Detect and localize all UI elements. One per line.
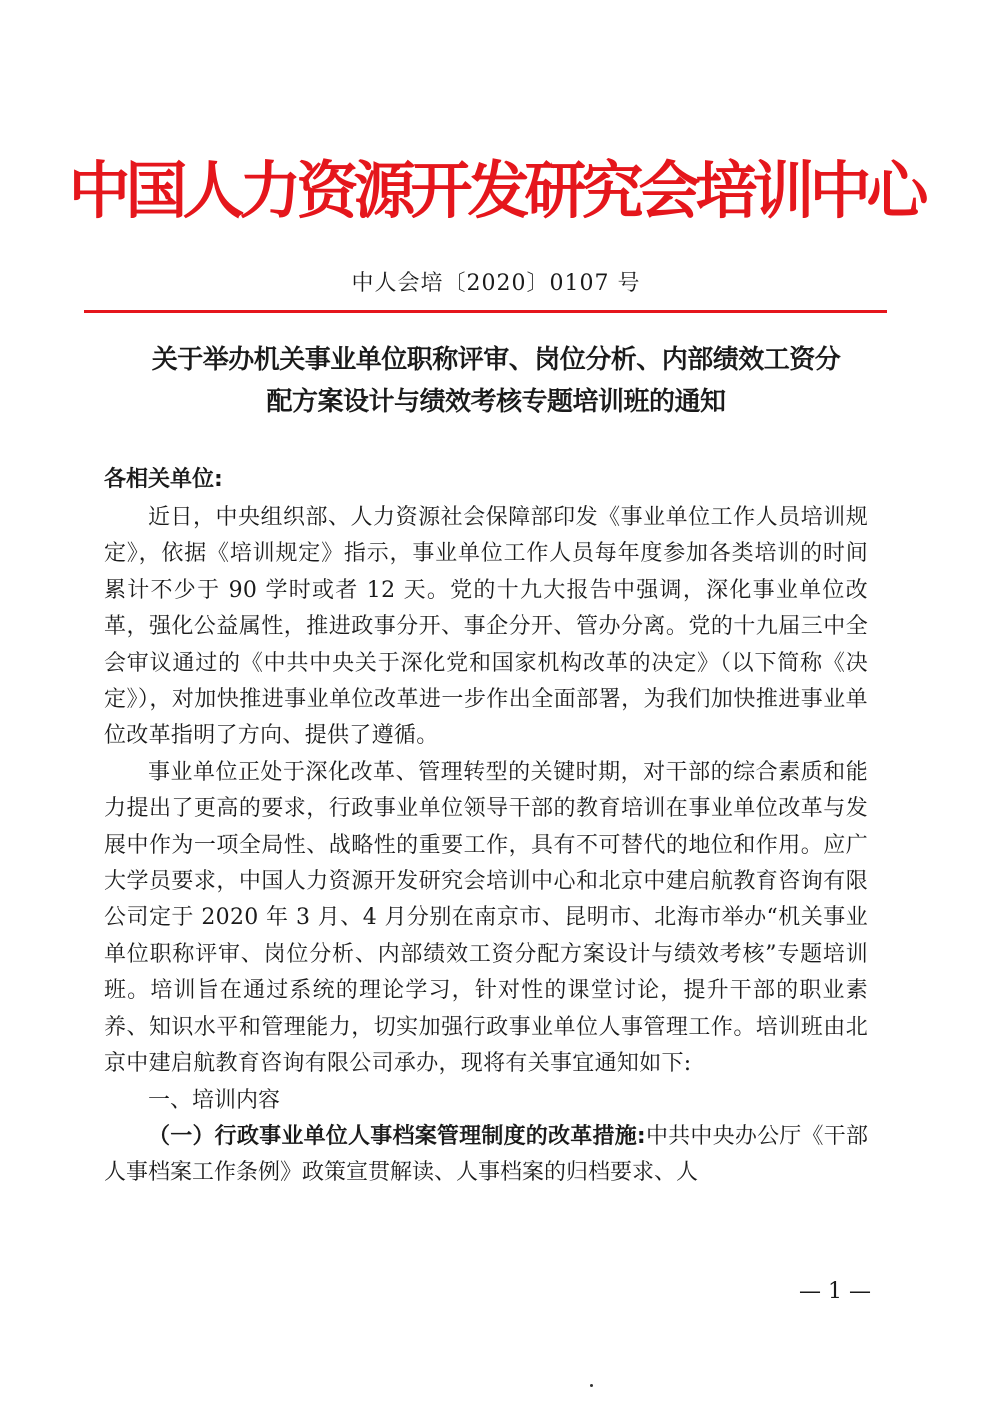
salutation: 各相关单位: [104,467,223,492]
notice-title-line-2: 配方案设计与绩效考核专题培训班的通知 [266,387,726,417]
body-text [104,500,868,1192]
notice-title-line-1: 关于举办机关事业单位职称评审、岗位分析、内部绩效工资分 [151,345,841,375]
body-paragraph: 事业单位正处于深化改革、管理转型的关键时期，对干部的综合素质和能力提出了更高的要求，行政事业单位领导干部的教育培训在事业单位改革与发展中作为一项全局性、战略性的重要工作，具有不可替代的地位和作用。应广大学员要求，中国人力资源开发研究会培训中心和北京中建启航教育咨询有限公司定于 2020 年 3 月、4 月分别在南京市、昆明市、北海市举办“机关事业单位职称评审、岗位分析、内部绩效工资分配方案设计与绩效考核”专题培训班。培训旨在通过系统的理论学习，针对性的课堂讨论，提升干部的职业素养、知识水平和管理能力，切实加强行政事业单位人事管理工作。培训班由北京中建启航教育咨询有限公司承办，现将有关事宜通知如下: [104,759,868,1077]
body-paragraph: 近日，中央组织部、人力资源社会保障部印发《事业单位工作人员培训规定》，依据《培训规定》指示，事业单位工作人员每年度参加各类培训的时间累计不少于 90 学时或者 12 天。党的十九大报告中强调，深化事业单位改革，强化公益属性，推进政事分开、事企分开、管办分离。党的十九届三中全会审议通过的《中共中央关于深化党和国家机构改革的决定》（以下简称《决定》），对加快推进事业单位改革进一步作出全面部署，为我们加快推进事业单位改革指明了方向、提供了遵循。 [104,505,868,749]
notice-title [90,339,902,423]
document-number: 中人会培〔2020〕0107 号 [351,271,641,296]
scan-artifact-dot [590,1384,593,1387]
red-divider-line [84,310,887,313]
section-item-lead: （一）行政事业单位人事档案管理制度的改革措施: [148,1123,646,1149]
section-item-text: 中共中央办公厅《干部人事档案工作条例》政策宣贯解读、人事档案的归档要求、人 [104,1123,868,1186]
section-heading: 一、培训内容 [148,1087,281,1113]
org-header: 中国人力资源开发研究会培训中心 [68,154,924,227]
page-number: — 1 — [799,1279,871,1304]
section-item [104,1119,868,1192]
